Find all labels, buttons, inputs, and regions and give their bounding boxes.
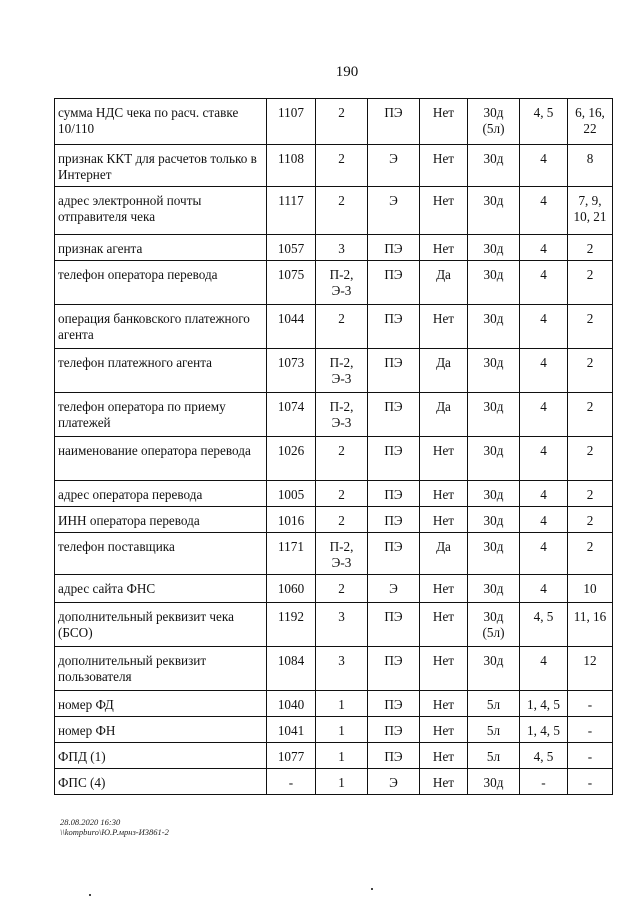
storage-period-cell: 5л <box>468 717 520 743</box>
mandatory-flag-cell: Нет <box>420 187 468 235</box>
format-cell: 2 <box>316 575 368 603</box>
ffd-version-cell: 1, 4, 5 <box>520 691 568 717</box>
requisite-name-cell: дополнительный реквизит пользователя <box>55 647 267 691</box>
document-form-cell: Э <box>368 769 420 795</box>
mandatory-flag-cell: Нет <box>420 691 468 717</box>
mandatory-flag-cell: Да <box>420 349 468 393</box>
storage-period-cell: 5л <box>468 691 520 717</box>
mandatory-flag-cell: Нет <box>420 603 468 647</box>
notes-ref-cell: 7, 9, 10, 21 <box>568 187 613 235</box>
tag-number-cell: 1074 <box>267 393 316 437</box>
tag-number-cell: 1108 <box>267 145 316 187</box>
storage-period-cell: 30д <box>468 145 520 187</box>
tag-number-cell: 1040 <box>267 691 316 717</box>
requisite-name-cell: телефон оператора по приему платежей <box>55 393 267 437</box>
document-form-cell: Э <box>368 187 420 235</box>
ffd-version-cell: 4 <box>520 235 568 261</box>
notes-ref-cell: 2 <box>568 507 613 533</box>
notes-ref-cell: 2 <box>568 393 613 437</box>
notes-ref-cell: 10 <box>568 575 613 603</box>
requisite-name-cell: ИНН оператора перевода <box>55 507 267 533</box>
tag-number-cell: 1117 <box>267 187 316 235</box>
notes-ref-cell: - <box>568 769 613 795</box>
table-row <box>55 99 613 145</box>
document-form-cell: ПЭ <box>368 305 420 349</box>
format-cell: П-2, Э-3 <box>316 261 368 305</box>
notes-ref-cell: 11, 16 <box>568 603 613 647</box>
document-form-cell: ПЭ <box>368 437 420 481</box>
format-cell: 2 <box>316 507 368 533</box>
notes-ref-cell: 2 <box>568 533 613 575</box>
storage-period-cell: 30д <box>468 533 520 575</box>
mandatory-flag-cell: Нет <box>420 717 468 743</box>
requisite-name-cell: телефон поставщика <box>55 533 267 575</box>
storage-period-cell: 5л <box>468 743 520 769</box>
requisite-name-cell: ФПС (4) <box>55 769 267 795</box>
requisite-name-cell: телефон платежного агента <box>55 349 267 393</box>
notes-ref-cell: 2 <box>568 235 613 261</box>
mandatory-flag-cell: Нет <box>420 575 468 603</box>
storage-period-cell: 30д (5л) <box>468 99 520 145</box>
document-form-cell: ПЭ <box>368 533 420 575</box>
table-row <box>55 691 613 717</box>
format-cell: 2 <box>316 99 368 145</box>
storage-period-cell: 30д (5л) <box>468 603 520 647</box>
ffd-version-cell: 4, 5 <box>520 743 568 769</box>
notes-ref-cell: - <box>568 691 613 717</box>
table-row <box>55 575 613 603</box>
storage-period-cell: 30д <box>468 349 520 393</box>
ffd-version-cell: - <box>520 769 568 795</box>
table-row <box>55 603 613 647</box>
notes-ref-cell: - <box>568 717 613 743</box>
storage-period-cell: 30д <box>468 507 520 533</box>
notes-ref-cell: 12 <box>568 647 613 691</box>
mandatory-flag-cell: Нет <box>420 507 468 533</box>
document-form-cell: ПЭ <box>368 393 420 437</box>
page-number: 190 <box>335 64 359 80</box>
storage-period-cell: 30д <box>468 235 520 261</box>
scan-speck <box>371 888 373 890</box>
storage-period-cell: 30д <box>468 769 520 795</box>
mandatory-flag-cell: Да <box>420 533 468 575</box>
table-row <box>55 717 613 743</box>
table-row <box>55 481 613 507</box>
requisite-name-cell: телефон оператора перевода <box>55 261 267 305</box>
ffd-version-cell: 4 <box>520 305 568 349</box>
ffd-version-cell: 4 <box>520 575 568 603</box>
document-form-cell: ПЭ <box>368 507 420 533</box>
requisite-name-cell: адрес сайта ФНС <box>55 575 267 603</box>
document-form-cell: ПЭ <box>368 99 420 145</box>
requisite-name-cell: дополнительный реквизит чека (БСО) <box>55 603 267 647</box>
mandatory-flag-cell: Да <box>420 261 468 305</box>
scan-speck <box>89 894 91 896</box>
document-form-cell: ПЭ <box>368 235 420 261</box>
document-form-cell: ПЭ <box>368 691 420 717</box>
format-cell: 1 <box>316 769 368 795</box>
mandatory-flag-cell: Нет <box>420 437 468 481</box>
format-cell: 1 <box>316 717 368 743</box>
tag-number-cell: 1107 <box>267 99 316 145</box>
format-cell: 3 <box>316 235 368 261</box>
format-cell: 1 <box>316 691 368 717</box>
ffd-version-cell: 4, 5 <box>520 603 568 647</box>
mandatory-flag-cell: Нет <box>420 305 468 349</box>
mandatory-flag-cell: Нет <box>420 647 468 691</box>
ffd-version-cell: 4 <box>520 393 568 437</box>
storage-period-cell: 30д <box>468 437 520 481</box>
table-body <box>55 99 613 795</box>
tag-number-cell: 1016 <box>267 507 316 533</box>
document-form-cell: Э <box>368 575 420 603</box>
ffd-version-cell: 4 <box>520 437 568 481</box>
notes-ref-cell: 8 <box>568 145 613 187</box>
table-row <box>55 305 613 349</box>
format-cell: П-2, Э-3 <box>316 393 368 437</box>
document-form-cell: ПЭ <box>368 603 420 647</box>
storage-period-cell: 30д <box>468 187 520 235</box>
table-row <box>55 261 613 305</box>
storage-period-cell: 30д <box>468 305 520 349</box>
document-form-cell: ПЭ <box>368 481 420 507</box>
format-cell: 2 <box>316 305 368 349</box>
tag-number-cell: 1171 <box>267 533 316 575</box>
mandatory-flag-cell: Нет <box>420 99 468 145</box>
format-cell: П-2, Э-3 <box>316 349 368 393</box>
tag-number-cell: 1075 <box>267 261 316 305</box>
table-row <box>55 507 613 533</box>
table-row <box>55 235 613 261</box>
requisite-name-cell: номер ФД <box>55 691 267 717</box>
table-row <box>55 437 613 481</box>
requisite-name-cell: сумма НДС чека по расч. ставке 10/110 <box>55 99 267 145</box>
storage-period-cell: 30д <box>468 393 520 437</box>
mandatory-flag-cell: Нет <box>420 769 468 795</box>
table-row <box>55 187 613 235</box>
footer-timestamp: 28.08.2020 16:30 <box>60 817 121 827</box>
ffd-version-cell: 4 <box>520 261 568 305</box>
ffd-version-cell: 1, 4, 5 <box>520 717 568 743</box>
tag-number-cell: 1077 <box>267 743 316 769</box>
footer-file-path: \\kompburo\Ю.Р.мрнз-И3861-2 <box>60 827 169 837</box>
format-cell: 2 <box>316 481 368 507</box>
ffd-version-cell: 4, 5 <box>520 99 568 145</box>
requisite-name-cell: ФПД (1) <box>55 743 267 769</box>
ffd-version-cell: 4 <box>520 145 568 187</box>
tag-number-cell: - <box>267 769 316 795</box>
requisite-name-cell: признак ККТ для расчетов только в Интернет <box>55 145 267 187</box>
requisite-name-cell: наименование оператора перевода <box>55 437 267 481</box>
mandatory-flag-cell: Да <box>420 393 468 437</box>
requisites-table <box>54 98 613 795</box>
tag-number-cell: 1192 <box>267 603 316 647</box>
ffd-version-cell: 4 <box>520 507 568 533</box>
format-cell: 1 <box>316 743 368 769</box>
format-cell: 2 <box>316 437 368 481</box>
format-cell: 3 <box>316 647 368 691</box>
document-form-cell: ПЭ <box>368 349 420 393</box>
format-cell: 2 <box>316 187 368 235</box>
tag-number-cell: 1041 <box>267 717 316 743</box>
notes-ref-cell: 2 <box>568 349 613 393</box>
tag-number-cell: 1005 <box>267 481 316 507</box>
document-form-cell: Э <box>368 145 420 187</box>
notes-ref-cell: 2 <box>568 481 613 507</box>
tag-number-cell: 1044 <box>267 305 316 349</box>
requisite-name-cell: признак агента <box>55 235 267 261</box>
table-row <box>55 743 613 769</box>
mandatory-flag-cell: Нет <box>420 235 468 261</box>
tag-number-cell: 1026 <box>267 437 316 481</box>
document-form-cell: ПЭ <box>368 743 420 769</box>
ffd-version-cell: 4 <box>520 187 568 235</box>
ffd-version-cell: 4 <box>520 533 568 575</box>
format-cell: 2 <box>316 145 368 187</box>
tag-number-cell: 1060 <box>267 575 316 603</box>
table-row <box>55 393 613 437</box>
notes-ref-cell: 2 <box>568 261 613 305</box>
notes-ref-cell: 2 <box>568 305 613 349</box>
requisite-name-cell: операция банковского платежного агента <box>55 305 267 349</box>
table-row <box>55 769 613 795</box>
mandatory-flag-cell: Нет <box>420 481 468 507</box>
storage-period-cell: 30д <box>468 481 520 507</box>
requisite-name-cell: адрес оператора перевода <box>55 481 267 507</box>
ffd-version-cell: 4 <box>520 349 568 393</box>
ffd-version-cell: 4 <box>520 647 568 691</box>
notes-ref-cell: - <box>568 743 613 769</box>
storage-period-cell: 30д <box>468 261 520 305</box>
format-cell: 3 <box>316 603 368 647</box>
notes-ref-cell: 6, 16, 22 <box>568 99 613 145</box>
tag-number-cell: 1073 <box>267 349 316 393</box>
mandatory-flag-cell: Нет <box>420 145 468 187</box>
document-form-cell: ПЭ <box>368 717 420 743</box>
document-form-cell: ПЭ <box>368 647 420 691</box>
format-cell: П-2, Э-3 <box>316 533 368 575</box>
requisite-name-cell: адрес электронной почты отправителя чека <box>55 187 267 235</box>
document-form-cell: ПЭ <box>368 261 420 305</box>
mandatory-flag-cell: Нет <box>420 743 468 769</box>
storage-period-cell: 30д <box>468 575 520 603</box>
table-row <box>55 145 613 187</box>
notes-ref-cell: 2 <box>568 437 613 481</box>
tag-number-cell: 1084 <box>267 647 316 691</box>
table-row <box>55 349 613 393</box>
tag-number-cell: 1057 <box>267 235 316 261</box>
table-row <box>55 647 613 691</box>
ffd-version-cell: 4 <box>520 481 568 507</box>
table-row <box>55 533 613 575</box>
requisite-name-cell: номер ФН <box>55 717 267 743</box>
footer-stamp <box>60 817 169 837</box>
storage-period-cell: 30д <box>468 647 520 691</box>
